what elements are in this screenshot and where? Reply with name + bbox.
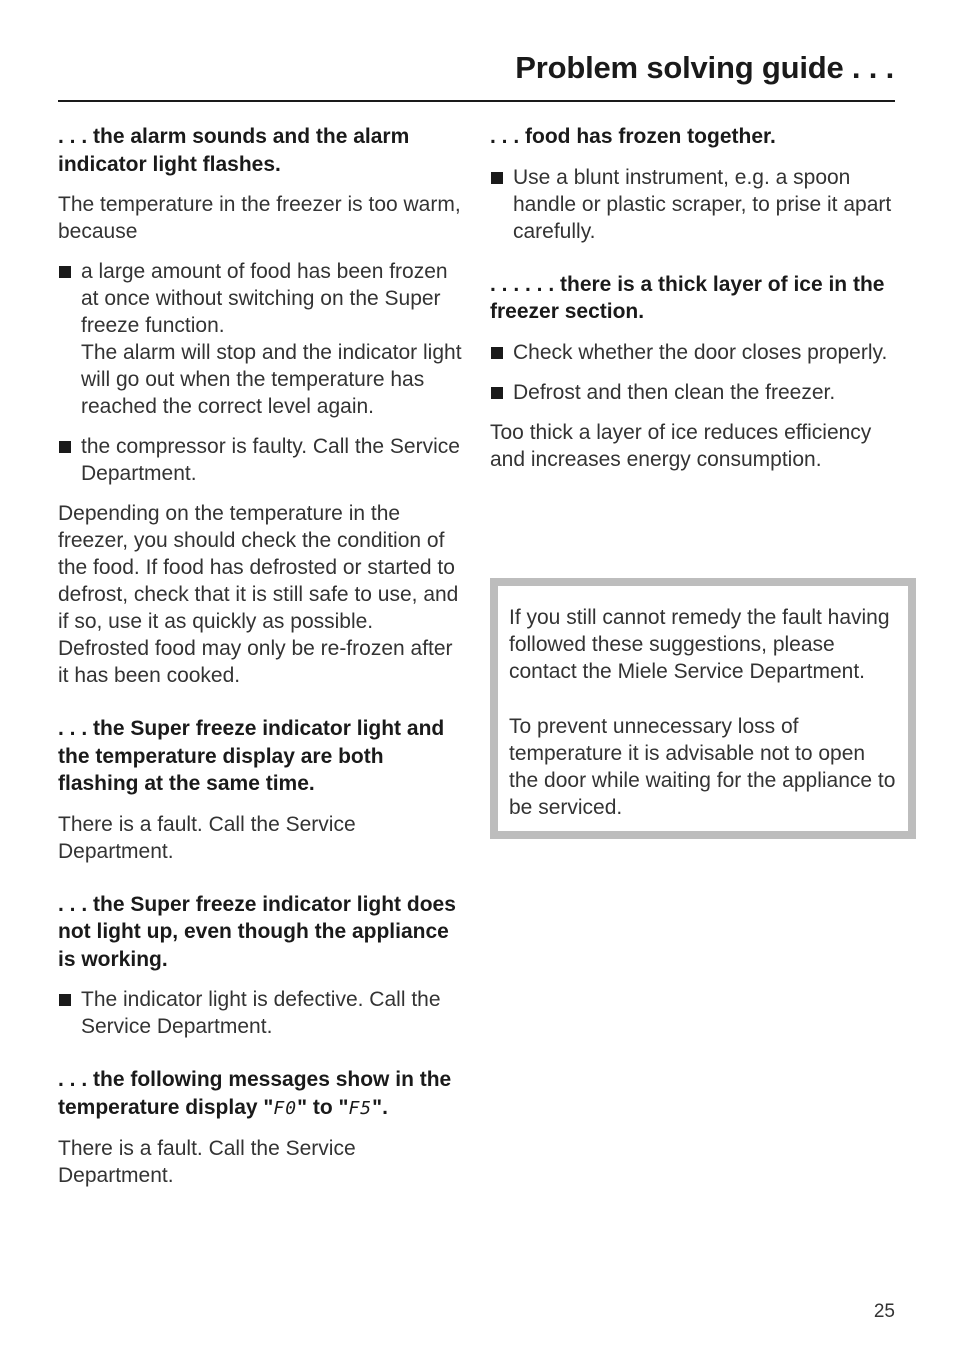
section-heading: . . . food has frozen together. [490,125,776,148]
square-bullet-icon [59,994,71,1006]
list-item-text: Check whether the door closes properly. [513,340,888,364]
section-text: There is a fault. Call the Service Department. [58,812,356,863]
section-messages [58,1066,468,1189]
section-flashing [58,715,468,865]
display-code-to: F5 [348,1097,373,1119]
service-note-box [490,578,916,839]
square-bullet-icon [59,266,71,278]
right-column [490,123,895,499]
list-item [58,986,468,1040]
section-heading: . . . . . . there is a thick layer of ice in the freezer section. [490,272,885,323]
list-item-text: Use a blunt instrument, e.g. a spoon handle or plastic scraper, to prise it apart carefully. [513,165,892,243]
section-intro: The temperature in the freezer is too warm, because [58,193,461,243]
note-paragraph: To prevent unnecessary loss of temperature it is advisable not to open the door while waiting for the appliance to be serviced. [509,715,896,819]
section-text: Too thick a layer of ice reduces efficiency and increases energy consumption. [490,420,872,471]
section-heading: . . . the alarm sounds and the alarm indicator light flashes. [58,125,410,176]
list-item-text: The indicator light is defective. Call the Service Department. [81,988,441,1038]
section-frozen [490,123,895,245]
square-bullet-icon [491,387,503,399]
heading-text: " to " [297,1095,349,1119]
section-outro: Depending on the temperature in the freezer, you should check the condition of the food. If food has defrosted or started to defrost, check that it is still safe to use, and if so, use it as quickly as possible. Defrosted food may only be re-frozen after it has been cooked. [58,502,459,687]
list-item [490,164,895,245]
list-item-text: a large amount of food has been frozen at once without switching on the Super freeze function. [81,260,448,337]
list-item [58,433,468,487]
note-paragraph: If you still cannot remedy the fault having followed these suggestions, please contact the Miele Service Department. [509,606,890,683]
remedy-list [58,986,468,1040]
section-ice [490,271,895,473]
section-heading [58,1066,468,1122]
list-item-text: Defrost and then clean the freezer. [513,380,836,404]
list-item [58,258,468,420]
remedy-list [490,164,895,245]
remedy-list [490,339,895,406]
heading-text: . . . the following messages show in the temperature display " [58,1068,452,1119]
square-bullet-icon [59,441,71,453]
section-heading: . . . the Super freeze indicator light and the temperature display are both flashing at the same time. [58,717,445,795]
page-number: 25 [873,1301,895,1322]
list-item [490,339,895,366]
page-title: Problem solving guide . . . [515,50,894,85]
section-alarm [58,123,468,689]
section-text: There is a fault. Call the Service Department. [58,1137,356,1187]
list-item-note: The alarm will stop and the indicator light will go out when the temperature has reached the correct level again. [81,341,462,418]
list-item-text: the compressor is faulty. Call the Service Department. [81,435,460,485]
display-code-from: F0 [273,1097,298,1119]
section-not-lit [58,891,468,1041]
cause-list [58,258,468,487]
left-column [58,123,468,1215]
section-heading: . . . the Super freeze indicator light does not light up, even though the appliance is working. [58,892,456,971]
square-bullet-icon [491,347,503,359]
heading-text: ". [372,1095,388,1119]
square-bullet-icon [491,172,503,184]
title-divider [58,100,895,102]
list-item [490,379,895,406]
